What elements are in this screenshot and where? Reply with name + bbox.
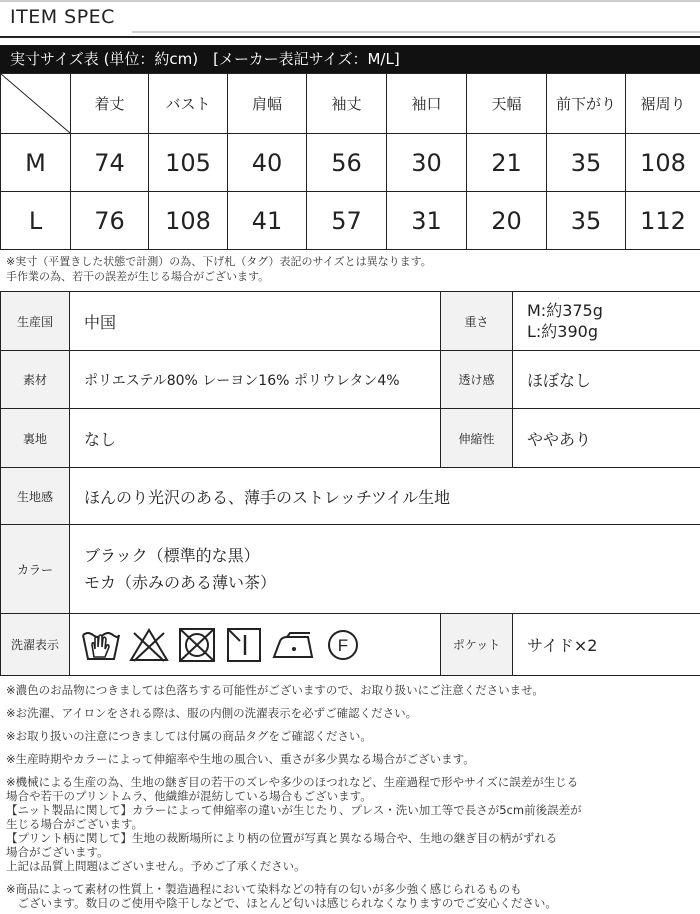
table-cell: 74 xyxy=(71,134,149,192)
color-option: ブラック（標準的な黒） xyxy=(84,546,260,565)
size-table xyxy=(0,73,700,250)
care-label: 洗濯表示 xyxy=(1,614,70,676)
color-label: カラー xyxy=(1,525,70,614)
table-cell: 35 xyxy=(547,134,626,192)
table-cell: 57 xyxy=(307,192,387,250)
note-line: 【ニット製品に関して】カラーによって伸縮率の違いが生じたり、プレス・洗い加工等で長さが5cm前後誤差が xyxy=(6,803,582,817)
note-line: 場合がございます。 xyxy=(6,845,109,859)
table-row xyxy=(1,134,700,192)
note-line: ※お取り扱いの注意につきましては付属の商品タグをご確認ください。 xyxy=(6,729,372,743)
table-cell: 105 xyxy=(149,134,228,192)
table-cell: 108 xyxy=(626,134,700,192)
sheer-label: 透け感 xyxy=(441,351,513,409)
table-row xyxy=(1,409,700,468)
table-cell: 20 xyxy=(467,192,547,250)
note-line: ございます。数日のご使用や陰干しなどで、ほとんど匂いは感じられなくなりますのでご安心ください。 xyxy=(6,896,557,910)
table-cell: 76 xyxy=(71,192,149,250)
table-row xyxy=(1,468,700,525)
no-bleach-icon xyxy=(128,627,170,663)
line-dry-shade-icon xyxy=(224,627,264,663)
dry-clean-f-icon xyxy=(326,628,360,662)
material-value: ポリエステル80% レーヨン16% ポリウレタン4% xyxy=(70,351,441,409)
iron-low-icon xyxy=(270,627,320,663)
origin-label: 生産国 xyxy=(1,292,70,351)
title-underline xyxy=(0,36,700,38)
title-rule xyxy=(132,31,700,33)
table-cell: 108 xyxy=(149,192,228,250)
size-table-caption: 実寸サイズ表 (単位：約cm) [メーカー表記サイズ：M/L] xyxy=(0,45,700,73)
page-title: ITEM SPEC xyxy=(10,6,115,28)
weight-l: L:約390g xyxy=(527,322,599,341)
weight-value xyxy=(513,292,700,351)
note-line: ※お洗濯、アイロンをされる際は、服の内側の洗濯表示を必ずご確認ください。 xyxy=(6,706,418,720)
column-header: 袖口 xyxy=(387,74,467,134)
table-row xyxy=(1,292,700,351)
note-line: 場合や若干のプリントムラ、他繊維が混紡している場合もございます。 xyxy=(6,789,372,803)
column-header: バスト xyxy=(149,74,228,134)
column-header: 天幅 xyxy=(467,74,547,134)
table-cell: 40 xyxy=(228,134,307,192)
column-header: 肩幅 xyxy=(228,74,307,134)
column-header: 袖丈 xyxy=(307,74,387,134)
color-option: モカ（赤みのある薄い茶） xyxy=(84,573,277,592)
lining-value: なし xyxy=(70,409,441,468)
stretch-value: ややあり xyxy=(513,409,700,468)
note-line: 生じる場合がございます。 xyxy=(6,817,144,831)
spec-table xyxy=(0,291,700,676)
note-line: 【プリント柄に関して】生地の裁断場所により柄の位置が写真と異なる場合や、生地の継ぎ目の柄がずれる xyxy=(6,831,558,845)
table-cell: 35 xyxy=(547,192,626,250)
origin-value: 中国 xyxy=(70,292,441,351)
size-note: ※実寸（平置きした状態で計測）の為、下げ札（タグ）表記のサイズとは異なります。 xyxy=(6,255,432,268)
no-tumble-dry-icon xyxy=(176,627,218,663)
table-cell: 56 xyxy=(307,134,387,192)
page-header xyxy=(0,0,700,40)
note-line: ※濃色のお品物につきましては色落ちする可能性がございますので、お取り扱いにご注意くださいませ。 xyxy=(6,683,544,697)
table-cell: 112 xyxy=(626,192,700,250)
size-note: 手作業の為、若干の誤差が生じる場合がございます。 xyxy=(6,270,270,283)
material-label: 素材 xyxy=(1,351,70,409)
sheer-value: ほぼなし xyxy=(513,351,700,409)
stretch-label: 伸縮性 xyxy=(441,409,513,468)
column-header: 着丈 xyxy=(71,74,149,134)
table-cell: 21 xyxy=(467,134,547,192)
size-label: L xyxy=(1,192,71,250)
corner-cell xyxy=(1,74,71,134)
table-row xyxy=(1,525,700,614)
notes-section xyxy=(6,683,696,910)
weight-label: 重さ xyxy=(441,292,513,351)
size-label: M xyxy=(1,134,71,192)
column-header: 裾周り xyxy=(626,74,700,134)
column-header: 前下がり xyxy=(547,74,626,134)
color-value xyxy=(70,525,700,614)
dry-clean-letter: F xyxy=(337,635,349,655)
pocket-label: ポケット xyxy=(441,614,513,676)
table-cell: 30 xyxy=(387,134,467,192)
table-cell: 41 xyxy=(228,192,307,250)
table-cell: 31 xyxy=(387,192,467,250)
pocket-value: サイド×2 xyxy=(513,614,700,676)
care-icons xyxy=(70,614,441,676)
note-line: ※生産時期やカラーによって伸縮率や生地の風合い、重さが多少異なる場合がございます。 xyxy=(6,752,475,766)
texture-value: ほんのり光沢のある、薄手のストレッチツイル生地 xyxy=(70,468,700,525)
note-line: 上記は品質上問題はございません。予めご了承ください。 xyxy=(6,859,306,873)
note-line: ※商品によって素材の性質上・製造過程において染料などの特有の匂いが多少強く感じられるものも xyxy=(6,882,522,896)
lining-label: 裏地 xyxy=(1,409,70,468)
note-line: ※機械による生産の為、生地の継ぎ目の若干のズレや多少のほつれなど、生産過程で形やサイズに誤差が生じる xyxy=(6,775,579,789)
table-row xyxy=(1,351,700,409)
top-divider xyxy=(0,0,700,2)
table-row xyxy=(1,614,700,676)
texture-label: 生地感 xyxy=(1,468,70,525)
table-row xyxy=(1,192,700,250)
size-table-header-row xyxy=(1,74,700,134)
weight-m: M:約375g xyxy=(527,301,603,320)
hand-wash-icon xyxy=(80,627,122,663)
